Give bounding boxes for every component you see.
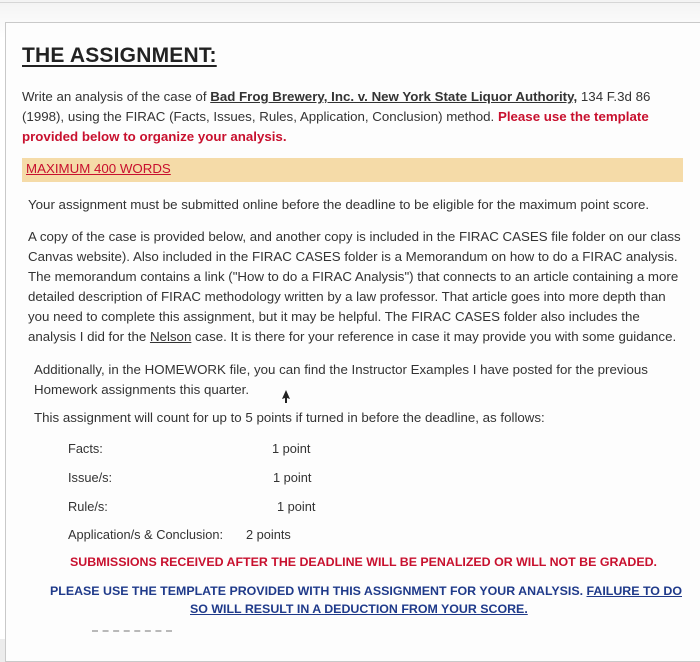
grading-label-application: Application/s & Conclusion: — [68, 527, 224, 542]
template-instruction: Please use the template provided below to organize your analysis. — [22, 109, 649, 144]
intro-text-cont: 134 F.3d 86 (1998), using the FIRAC (Facts, Issues, Rules, Application, Conclusion) method. — [22, 89, 651, 124]
grading-label-issues: Issue/s: — [68, 470, 113, 485]
submission-note: Your assignment must be submitted online before the deadline to be eligible for the maximum point score. — [28, 197, 650, 212]
homework-note: Additionally, in the HOMEWORK file, you can find the Instructor Examples I have posted for the previous Homework assignments this quarter. — [34, 362, 648, 397]
late-submission-warning: SUBMISSIONS RECEIVED AFTER THE DEADLINE WILL BE PENALIZED OR WILL NOT BE GRADED. — [70, 555, 657, 569]
word-limit-banner — [22, 158, 683, 182]
page-title: THE ASSIGNMENT: — [22, 44, 217, 67]
template-warning-line1 — [50, 584, 682, 598]
template-warning-line2: SO WILL RESULT IN A DEDUCTION FROM YOUR SCORE. — [190, 602, 528, 616]
dashed-divider — [92, 630, 172, 632]
grading-label-facts: Facts: — [68, 441, 103, 456]
intro-text: Write an analysis of the case of — [22, 89, 211, 104]
case-name: Bad Frog Brewery, Inc. v. New York State Liquor Authority, — [210, 89, 578, 104]
grading-points-rules: 1 point — [277, 499, 316, 514]
grading-points-facts: 1 point — [272, 441, 311, 456]
mouse-cursor-icon — [280, 389, 292, 405]
top-divider — [0, 2, 700, 3]
case-copy-paragraph — [28, 227, 688, 347]
grading-points-application: 2 points — [246, 527, 291, 542]
intro-paragraph — [22, 87, 687, 147]
nelson-case-ref: Nelson — [149, 329, 192, 344]
case-copy-text-cont: case. It is there for your reference in case it may provide you with some guidance. — [191, 329, 677, 344]
points-intro: This assignment will count for up to 5 points if turned in before the deadline, as follows: — [34, 410, 545, 425]
word-limit-text: MAXIMUM 400 WORDS — [26, 161, 171, 176]
grading-label-rules: Rule/s: — [68, 499, 108, 514]
template-warning-lead: PLEASE USE THE TEMPLATE PROVIDED WITH THIS ASSIGNMENT FOR YOUR ANALYSIS. — [50, 584, 587, 598]
template-warning-emphasis: FAILURE TO DO — [586, 584, 682, 598]
grading-points-issues: 1 point — [273, 470, 312, 485]
case-copy-text: A copy of the case is provided below, and another copy is included in the FIRAC CASES file folder on our class Canvas website). Also included in the FIRAC CASES folder is a Memorandum on how to do a FIRAC analysis. The memorandum contains a link ("How to do a FIRAC Analysis") that connects to an article containing a more detailed description of FIRAC methodology written by a law professor. That article goes into more depth than you need to complete this assignment, but it may be helpful. The FIRAC CASES folder also includes the analysis I did for the — [28, 229, 681, 344]
